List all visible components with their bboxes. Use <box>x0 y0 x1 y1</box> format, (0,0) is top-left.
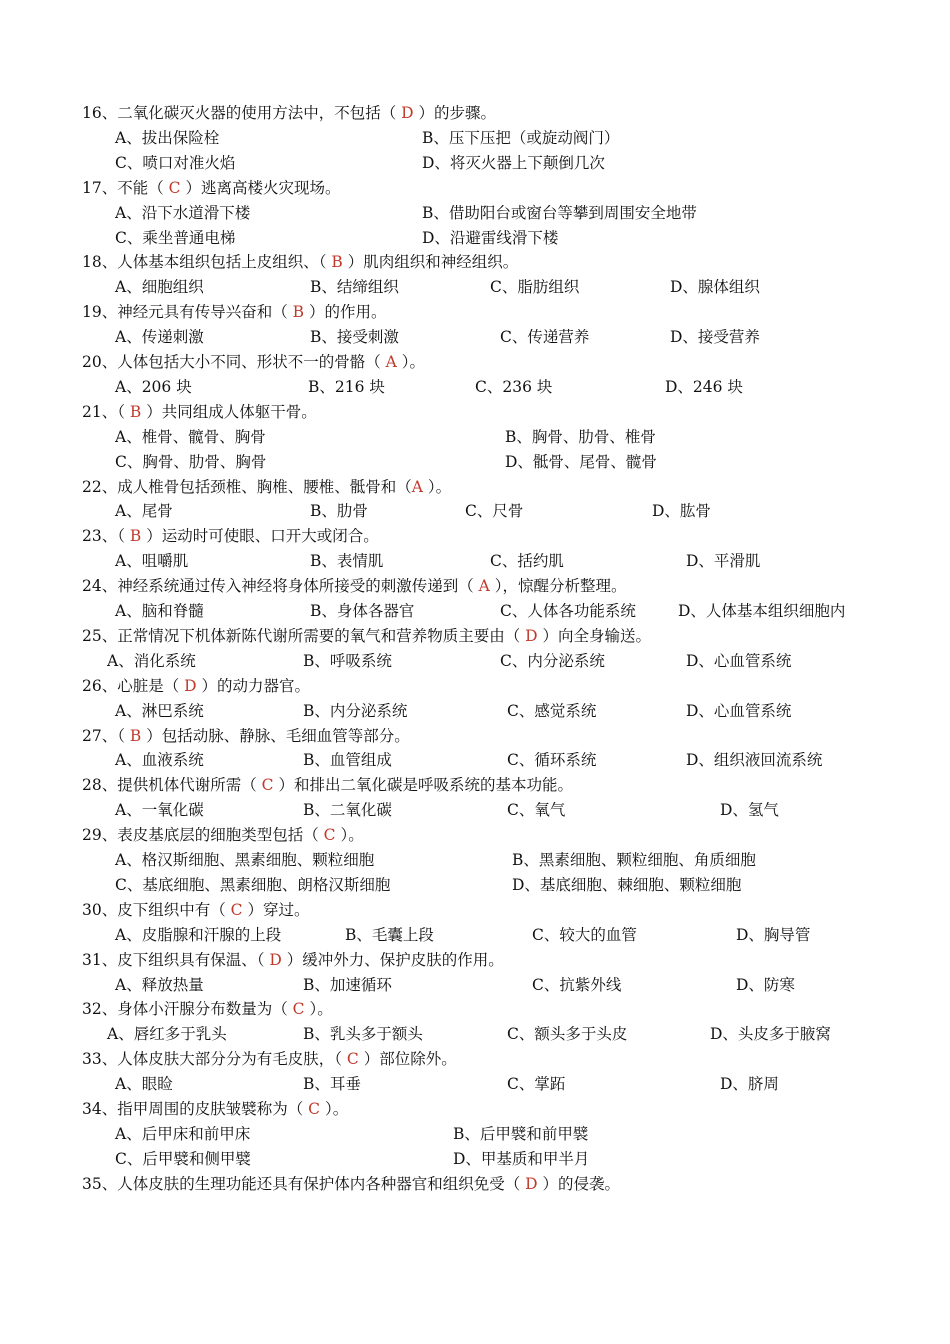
option-row <box>0 848 950 873</box>
question-stem <box>0 300 950 325</box>
option-b: B、耳垂 <box>303 1075 361 1094</box>
stem-segment: ）缓冲外力、保护皮肤的作用。 <box>281 950 504 969</box>
answer-letter: B <box>129 726 142 745</box>
answer-letter: C <box>323 826 336 845</box>
option-row <box>0 649 950 674</box>
option-c: C、后甲襞和侧甲襞 <box>115 1149 251 1168</box>
question-stem <box>0 350 950 375</box>
stem-segment: ），惊醒分析整理。 <box>489 577 627 596</box>
option-b: B、表情肌 <box>310 552 384 571</box>
stem-segment: ）肌肉组织和神经组织。 <box>342 253 519 272</box>
option-d: D、基底细胞、棘细胞、颗粒细胞 <box>512 875 742 894</box>
option-row <box>0 151 950 176</box>
question-text <box>82 624 651 648</box>
question-stem <box>0 475 950 500</box>
option-row <box>0 325 950 350</box>
stem-segment: 24、神经系统通过传入神经将身体所接受的刺激传递到（ <box>82 577 479 596</box>
question-text <box>82 1047 457 1071</box>
stem-segment: ）的动力器官。 <box>196 676 311 695</box>
option-b: B、肋骨 <box>310 502 368 521</box>
question-text <box>82 350 425 374</box>
option-c: C、传递营养 <box>500 328 590 347</box>
question-stem <box>0 574 950 599</box>
option-a: A、咀嚼肌 <box>115 552 189 571</box>
option-a: A、细胞组织 <box>115 278 204 297</box>
answer-letter: D <box>525 1174 538 1193</box>
stem-segment: ）包括动脉、静脉、毛细血管等部分。 <box>141 726 410 745</box>
option-d: D、组织液回流系统 <box>686 751 823 770</box>
answer-letter: A <box>411 477 423 496</box>
option-c: C、脂肪组织 <box>490 278 580 297</box>
option-d: D、骶骨、尾骨、髋骨 <box>505 452 657 471</box>
option-row <box>0 201 950 226</box>
stem-segment: 32、身体小汗腺分布数量为（ <box>82 1000 293 1019</box>
option-c: C、尺骨 <box>465 502 524 521</box>
option-d: D、胸导管 <box>736 925 811 944</box>
stem-segment: 17、不能（ <box>82 178 169 197</box>
option-b: B、接受刺激 <box>310 328 399 347</box>
option-row <box>0 748 950 773</box>
option-row <box>0 1147 950 1172</box>
question-text <box>82 724 410 748</box>
stem-segment: 23、（ <box>82 527 130 546</box>
question-stem <box>0 1172 950 1197</box>
question-stem <box>0 1097 950 1122</box>
stem-segment: ）部位除外。 <box>358 1050 457 1069</box>
answer-letter: B <box>129 527 142 546</box>
option-b: B、身体各器官 <box>310 602 415 620</box>
stem-segment: ）向全身输送。 <box>537 626 652 645</box>
option-a: A、尾骨 <box>115 502 173 521</box>
option-a: A、后甲床和前甲床 <box>115 1124 251 1143</box>
stem-segment: 34、指甲周围的皮肤皱襞称为（ <box>82 1100 309 1118</box>
question-text <box>82 1097 348 1121</box>
stem-segment: ）的步骤。 <box>413 104 497 122</box>
option-b: B、二氧化碳 <box>303 801 392 820</box>
stem-segment: ）。 <box>422 477 452 496</box>
stem-segment: 33、人体皮肤大部分分为有毛皮肤，（ <box>82 1050 347 1069</box>
option-d: D、平滑肌 <box>686 552 761 571</box>
option-b: B、内分泌系统 <box>303 701 408 720</box>
question-stem <box>0 773 950 798</box>
option-b: B、乳头多于额头 <box>303 1025 423 1044</box>
option-row <box>0 1022 950 1047</box>
option-d: D、将灭火器上下颠倒几次 <box>422 153 605 172</box>
option-a: A、一氧化碳 <box>115 801 204 820</box>
option-a: A、皮脂腺和汗腺的上段 <box>115 925 282 944</box>
option-c: C、额头多于头皮 <box>507 1025 628 1044</box>
answer-letter: D <box>401 104 414 122</box>
option-d: D、脐周 <box>720 1075 779 1094</box>
option-row <box>0 275 950 300</box>
answer-letter: D <box>184 676 197 695</box>
option-a: A、脑和脊髓 <box>115 602 204 620</box>
answer-letter: C <box>308 1100 321 1118</box>
stem-segment: 27、（ <box>82 726 130 745</box>
question-text <box>82 1172 620 1196</box>
option-c: C、基底细胞、黑素细胞、朗格汉斯细胞 <box>115 875 391 894</box>
option-row <box>0 375 950 400</box>
question-stem <box>0 898 950 923</box>
option-c: C、胸骨、肋骨、胸骨 <box>115 452 267 471</box>
option-row <box>0 923 950 948</box>
stem-segment: ）的侵袭。 <box>537 1174 621 1193</box>
option-c: C、感觉系统 <box>507 701 597 720</box>
option-a: A、206 块 <box>115 377 192 396</box>
option-row <box>0 1122 950 1147</box>
option-row <box>0 973 950 998</box>
question-stem <box>0 997 950 1022</box>
stem-segment: 28、提供机体代谢所需（ <box>82 776 262 795</box>
answer-letter: B <box>331 253 343 272</box>
option-a: A、传递刺激 <box>115 328 204 347</box>
answer-letter: A <box>478 577 490 596</box>
option-b: B、加速循环 <box>303 975 392 994</box>
question-stem <box>0 101 950 126</box>
option-c: C、喷口对准火焰 <box>115 153 236 172</box>
answer-letter: B <box>292 303 305 322</box>
option-d: D、心血管系统 <box>686 701 792 720</box>
option-b: B、借助阳台或窗台等攀到周围安全地带 <box>422 203 697 222</box>
option-b: B、胸骨、肋骨、椎骨 <box>505 427 656 446</box>
option-d: D、甲基质和甲半月 <box>453 1149 590 1168</box>
option-c: C、较大的血管 <box>532 925 637 944</box>
stem-segment: 21、（ <box>82 402 130 421</box>
question-stem <box>0 724 950 749</box>
question-text <box>82 773 573 797</box>
stem-segment: ）运动时可使眼、口开大或闭合。 <box>141 527 379 546</box>
answer-letter: D <box>269 950 282 969</box>
option-a: A、拔出保险栓 <box>115 128 220 147</box>
question-text <box>82 898 309 922</box>
option-b: B、压下压把（或旋动阀门） <box>422 128 620 147</box>
option-c: C、人体各功能系统 <box>500 602 636 620</box>
stem-segment: ）逃离高楼火灾现场。 <box>180 178 341 197</box>
option-d: D、接受营养 <box>670 328 760 347</box>
stem-segment: ）的作用。 <box>304 303 387 322</box>
stem-segment: ）穿过。 <box>242 900 310 919</box>
stem-segment: 16、二氧化碳灭火器的使用方法中，不包括（ <box>82 104 402 122</box>
question-text <box>82 400 317 424</box>
option-d: D、氢气 <box>720 801 779 820</box>
question-stem <box>0 524 950 549</box>
option-a: A、释放热量 <box>115 975 204 994</box>
answer-letter: B <box>129 402 142 421</box>
option-a: A、血液系统 <box>115 751 204 770</box>
option-b: B、黑素细胞、颗粒细胞、角质细胞 <box>512 851 756 869</box>
option-a: A、沿下水道滑下楼 <box>115 203 251 222</box>
answer-letter: C <box>230 900 243 919</box>
stem-segment: ）。 <box>396 353 426 371</box>
option-c: C、抗紫外线 <box>532 975 622 994</box>
option-a: A、淋巴系统 <box>115 701 204 720</box>
option-c: C、236 块 <box>475 377 553 396</box>
answer-letter: C <box>168 178 181 197</box>
stem-segment: 29、表皮基底层的细胞类型包括（ <box>82 826 324 845</box>
question-text <box>82 574 627 598</box>
option-d: D、沿避雷线滑下楼 <box>422 228 559 247</box>
stem-segment: ）共同组成人体躯干骨。 <box>141 402 317 421</box>
question-text <box>82 674 310 698</box>
option-c: C、括约肌 <box>490 552 564 571</box>
question-stem <box>0 823 950 848</box>
question-text <box>82 823 364 847</box>
option-c: C、氧气 <box>507 801 566 820</box>
stem-segment: ）。 <box>320 1100 349 1118</box>
stem-segment: 20、人体包括大小不同、形状不一的骨骼（ <box>82 353 386 371</box>
stem-segment: ）和排出二氧化碳是呼吸系统的基本功能。 <box>273 776 573 795</box>
option-row <box>0 126 950 151</box>
option-row <box>0 450 950 475</box>
question-stem <box>0 624 950 649</box>
option-c: C、乘坐普通电梯 <box>115 228 236 247</box>
stem-segment: 19、神经元具有传导兴奋和（ <box>82 303 293 322</box>
question-text <box>82 948 504 972</box>
option-row <box>0 599 950 624</box>
stem-segment: ）。 <box>304 1000 333 1019</box>
stem-segment: 35、人体皮肤的生理功能还具有保护体内各种器官和组织免受（ <box>82 1174 526 1193</box>
answer-letter: C <box>346 1050 359 1069</box>
option-d: D、腺体组织 <box>670 278 760 297</box>
question-text <box>82 250 518 274</box>
answer-letter: D <box>525 626 538 645</box>
option-row <box>0 425 950 450</box>
question-text <box>82 300 386 324</box>
answer-letter: A <box>385 353 397 371</box>
option-d: D、心血管系统 <box>686 651 792 670</box>
question-stem <box>0 250 950 275</box>
question-stem <box>0 176 950 201</box>
question-text <box>82 176 340 200</box>
option-c: C、掌跖 <box>507 1075 566 1094</box>
option-b: B、血管组成 <box>303 751 392 770</box>
stem-segment: 30、皮下组织中有（ <box>82 900 231 919</box>
stem-segment: 25、正常情况下机体新陈代谢所需要的氧气和营养物质主要由（ <box>82 626 526 645</box>
option-a: A、格汉斯细胞、黑素细胞、颗粒细胞 <box>115 851 375 869</box>
option-row <box>0 549 950 574</box>
question-stem <box>0 1047 950 1072</box>
option-row <box>0 226 950 251</box>
stem-segment: 31、皮下组织具有保温、（ <box>82 950 270 969</box>
option-a: A、眼睑 <box>115 1075 173 1094</box>
option-c: C、循环系统 <box>507 751 597 770</box>
stem-segment: 26、心脏是（ <box>82 676 185 695</box>
option-row <box>0 699 950 724</box>
question-text <box>82 524 379 548</box>
option-b: B、结缔组织 <box>310 278 399 297</box>
option-a: A、椎骨、髋骨、胸骨 <box>115 427 266 446</box>
question-stem <box>0 400 950 425</box>
stem-segment: 22、成人椎骨包括颈椎、胸椎、腰椎、骶骨和（ <box>82 477 412 496</box>
option-d: D、人体基本组织细胞内 <box>678 602 846 620</box>
question-text <box>82 475 451 499</box>
stem-segment: ）。 <box>335 826 364 845</box>
answer-letter: C <box>292 1000 305 1019</box>
option-a: A、消化系统 <box>107 651 196 670</box>
option-row <box>0 1072 950 1097</box>
question-stem <box>0 948 950 973</box>
option-row <box>0 798 950 823</box>
option-row <box>0 499 950 524</box>
answer-letter: C <box>261 776 274 795</box>
option-row <box>0 873 950 898</box>
question-text <box>82 101 496 125</box>
stem-segment: 18、人体基本组织包括上皮组织、（ <box>82 253 332 272</box>
option-d: D、肱骨 <box>652 502 711 521</box>
option-d: D、防寒 <box>736 975 795 994</box>
option-b: B、216 块 <box>308 377 385 396</box>
option-c: C、内分泌系统 <box>500 651 605 670</box>
option-d: D、246 块 <box>665 377 743 396</box>
option-d: D、头皮多于腋窝 <box>710 1025 831 1044</box>
option-a: A、唇红多于乳头 <box>107 1025 227 1044</box>
option-b: B、后甲襞和前甲襞 <box>453 1124 589 1143</box>
question-stem <box>0 674 950 699</box>
option-b: B、毛囊上段 <box>345 925 434 944</box>
question-text <box>82 997 333 1021</box>
option-b: B、呼吸系统 <box>303 651 392 670</box>
